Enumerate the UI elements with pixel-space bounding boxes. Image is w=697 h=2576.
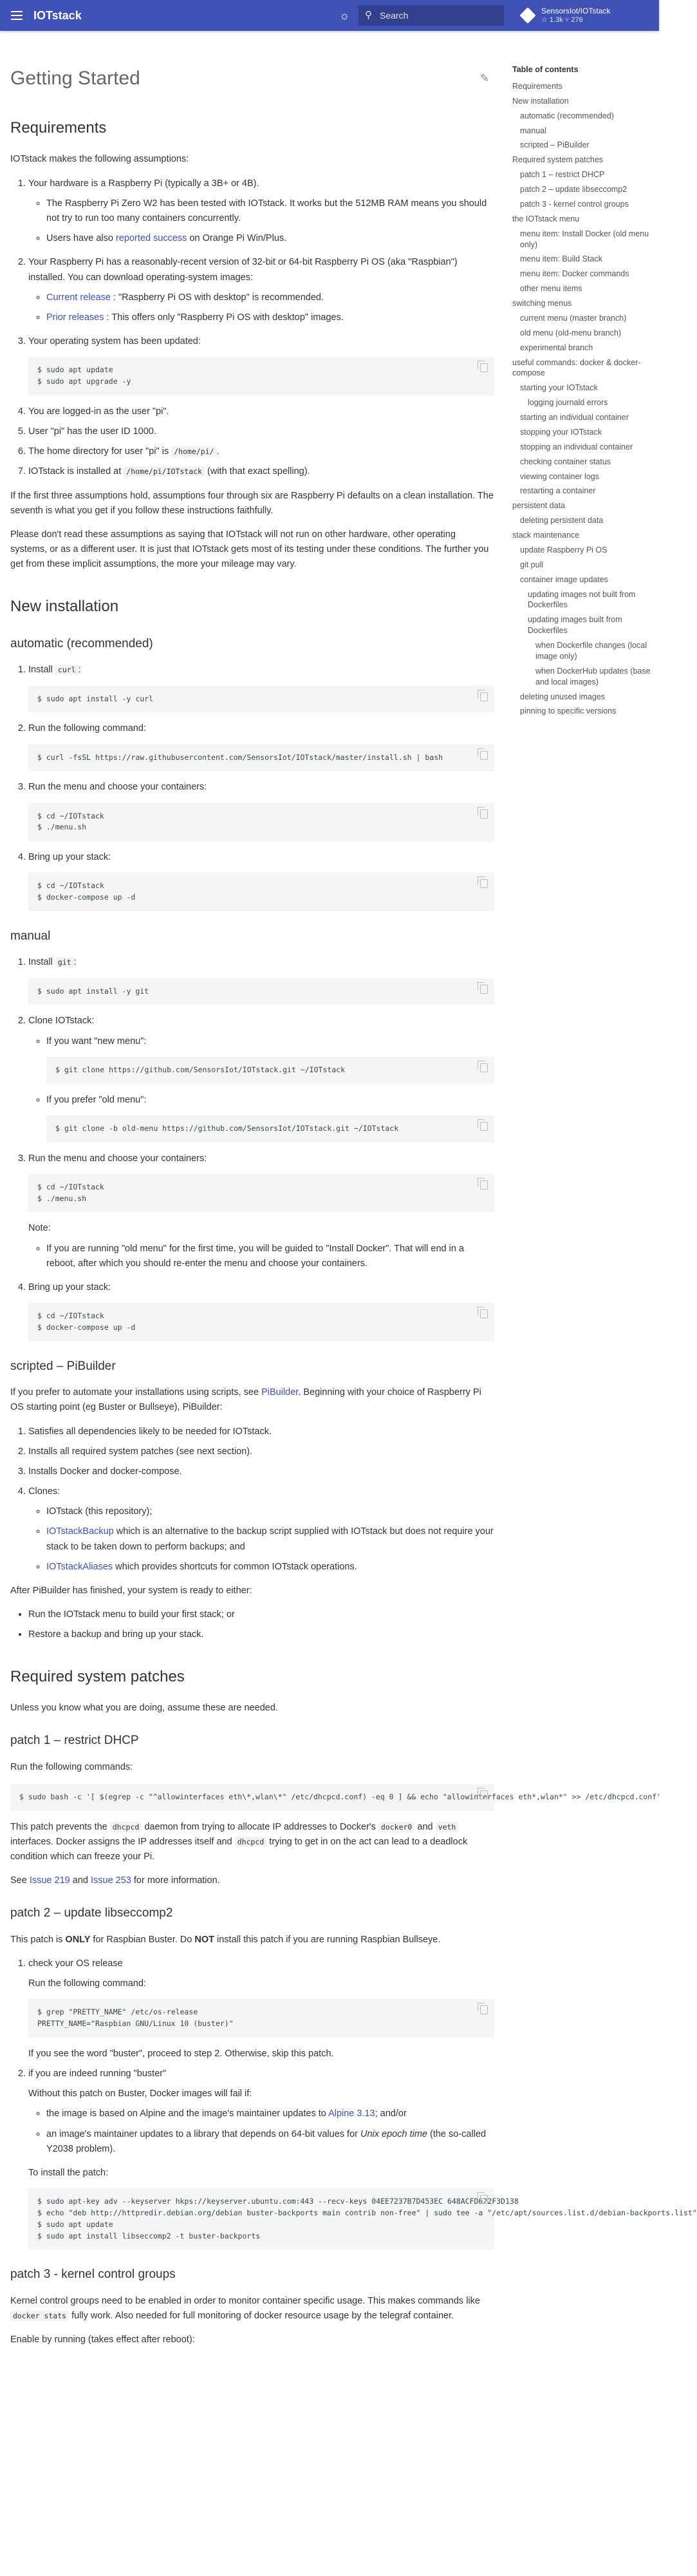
auto-steps [10,663,494,911]
toc-item[interactable]: stopping your IOTstack [520,427,602,437]
toc-item[interactable]: useful commands: docker & docker-compose [512,357,641,378]
code-block [46,1057,494,1084]
text: This patch is [10,1934,66,1945]
list-item [46,1524,494,1554]
list-item [28,955,494,1005]
step-title: 1. check your OS release [28,1958,123,1969]
theme-toggle-icon[interactable]: ☼ [339,8,350,22]
code-text: $ sudo apt install -y curl [37,694,154,703]
patch1-para [10,1820,494,1865]
code-block [28,2188,697,2249]
step-title: 2. if you are indeed running "buster" [28,2069,167,2079]
text: ◦ If you prefer "old menu": [46,1094,147,1105]
patch2-steps [10,1956,697,2250]
assumptions-list [10,176,494,480]
toc-item[interactable]: experimental branch [520,343,593,352]
toc-item[interactable]: New installation [512,96,569,106]
patch3-enable: Enable by running (takes effect after reboot): [10,2334,195,2345]
inline-code: /home/pi/ [171,446,216,457]
code-text: $ cd ~/IOTstack $ ./menu.sh [37,1182,104,1203]
search-icon: ⚲ [365,10,372,21]
page-title: Getting Started [10,68,140,89]
inline-code: git [55,957,74,967]
assumption-text: 1. Your hardware is a Raspberry Pi (typically a 3B+ or 4B). [28,178,259,189]
requirements-intro: IOTstack makes the following assumptions: [10,154,189,165]
heading-patches: Required system patches [10,1667,185,1685]
list-item: 1. Satisfies all dependencies likely to be needed for IOTstack. [28,1425,494,1439]
inline-code: docker stats [10,2311,69,2321]
heading-patch-3: patch 3 - kernel control groups [10,2268,176,2282]
copy-icon[interactable] [480,879,488,888]
patch1-intro: Run the following commands: [10,1761,133,1772]
pibuilder-link[interactable]: PiBuilder [261,1387,299,1398]
text: IOTstack is installed at [28,466,124,477]
text: : [73,957,77,968]
text: : This offers only "Raspberry Pi OS with desktop" images. [104,312,344,323]
text: install this patch if you are running Raspbian Bullseye. [214,1934,441,1945]
copy-icon[interactable] [480,1063,488,1072]
list-item: • Run the IOTstack menu to build your first stack; or [28,1607,494,1622]
inline-code: docker0 [378,1822,414,1832]
list-item [28,176,494,247]
list-item: 5. User "pi" has the user ID 1000. [28,424,494,439]
list-item [46,1034,494,1084]
heading-new-installation: New installation [10,597,119,615]
inline-code: dhcpcd [235,1837,267,1847]
text: Install [28,957,55,968]
toc-item[interactable]: old menu (old-menu branch) [520,328,622,337]
search-placeholder: Search [380,10,409,21]
toc-title: Table of contents [512,65,579,74]
inline-code: dhcpcd [110,1822,142,1832]
toc-item[interactable]: starting your IOTstack [520,383,598,393]
text: which provides shortcuts for common IOTstack operations. [113,1561,357,1572]
toc-item[interactable]: manual [520,126,546,135]
code-block [28,686,494,713]
pibuilder-after: After PiBuilder has finished, your system is ready to either: [10,1586,252,1596]
code-block [28,1999,494,2038]
text: Without this patch on Buster, Docker images will fail if: [28,2088,252,2099]
issue-219-link[interactable]: Issue 219 [29,1875,70,1886]
toc-item[interactable]: restarting a container [520,486,596,496]
requirements-para-1: If the first three assumptions hold, assumptions four through six are Raspberry Pi defaults on a clean installation. The seventh is what you get if you follow these instructions faithfully. [10,490,494,516]
code-text: $ cd ~/IOTstack $ ./menu.sh [37,811,104,832]
code-block [28,978,494,1005]
code-text: $ curl -fsSL https://raw.githubusercontent.com/SensorsIot/IOTstack/master/install.sh | bash [37,752,443,762]
list-item [28,850,494,911]
toc-item[interactable]: the IOTstack menu [512,214,580,223]
toc-item[interactable]: deleting persistent data [520,516,604,526]
toc-item[interactable]: automatic (recommended) [520,111,614,120]
toc-item[interactable]: container image updates [520,574,608,584]
list-item: 3. Installs Docker and docker-compose. [28,1464,494,1479]
code-block [28,1303,494,1341]
code-block [28,803,494,842]
list-item [28,444,494,459]
toc-list [512,79,654,719]
toc-item[interactable]: checking container status [520,457,611,466]
toc-item[interactable]: starting an individual container [520,413,629,422]
copy-icon[interactable] [480,363,488,372]
text: for more information. [131,1875,220,1886]
text: : "Raspberry Pi OS with desktop" is recommended. [110,292,324,303]
text: for Raspbian Buster. Do [90,1934,195,1945]
code-block [28,744,494,772]
copy-icon[interactable] [480,1122,488,1131]
heading-pibuilder: scripted – PiBuilder [10,1359,116,1373]
patch1-see [10,1873,494,1888]
text: This patch prevents the [10,1821,110,1832]
assumption-text: 2. Your Raspberry Pi has a reasonably-recent version of 32-bit or 64-bit Raspberry Pi OS (aka "Raspbian") installed. You can download operating-system images: [28,257,458,283]
text: which is an alternative to the backup script supplied with IOTstack but does not require your stack to be taken down to perform backups; and [46,1526,494,1552]
step-text [28,955,494,970]
list-item: • Restore a backup and bring up your stack. [28,1627,494,1642]
toc-item[interactable]: patch 1 – restrict DHCP [520,170,605,180]
copy-icon[interactable] [480,1180,488,1189]
toc-item[interactable]: switching menus [512,299,572,308]
code-text: $ sudo apt install -y git [37,986,149,996]
text: Run the following command: [28,1978,146,1989]
text: and [70,1875,91,1886]
list-item [46,1093,494,1142]
step-text: 3. Run the menu and choose your containers: [28,1153,207,1164]
toc-item[interactable]: Required system patches [512,155,604,165]
list-item [46,310,494,325]
text: 4. Clones: [28,1486,60,1497]
prior-releases-link[interactable]: Prior releases [46,312,104,323]
code-text: $ sudo apt update $ sudo apt upgrade -y [37,365,131,386]
text: (the so-called Y2038 problem). [46,2128,487,2154]
text: trying to get in on the act can lead to a deadlock condition which can freeze your Pi. [10,1836,468,1862]
patch2-intro [10,1933,494,1947]
copy-icon[interactable] [480,692,488,701]
iotstackbackup-link[interactable]: IOTstackBackup [46,1526,114,1537]
heading-patch-2: patch 2 – update libseccomp2 [10,1906,173,1920]
toc-item[interactable]: stopping an individual container [520,442,633,451]
list-item [46,231,494,246]
text: the image is based on Alpine and the image's maintainer updates to [46,2108,329,2119]
text: If you prefer to automate your installations using scripts, see [10,1387,262,1398]
list-item [28,334,494,395]
text: interfaces. Docker assigns the IP addresses itself and [10,1836,235,1847]
toc-item[interactable]: deleting unused images [520,692,606,701]
code-text: $ sudo apt-key adv --keyserver hkps://keyserver.ubuntu.com:443 --recv-keys 04EE7237B7D453EC 648ACFD622F3D138 $ echo "deb http://httpredir.debian.org/debian buster-backports main contrib non-free" | sudo tee -a "/etc/apt/sources.list.d/debian-backports.list" $ sudo apt update $ sudo apt install libseccomp2 -t buster-backports [37,2197,697,2240]
text: (with that exact spelling). [204,466,310,477]
heading-automatic: automatic (recommended) [10,636,153,650]
top-header [0,0,659,31]
text: To install the patch: [28,2168,109,2178]
code-block [46,1115,494,1142]
toc-item[interactable]: viewing container logs [520,471,599,481]
list-item: ◦ The Raspberry Pi Zero W2 has been tested with IOTstack. It works but the 512MB RAM means you should not try to run too many containers concurrently. [46,196,494,226]
pibuilder-list [10,1425,494,1575]
toc-item[interactable]: patch 2 – update libseccomp2 [520,185,627,194]
alpine-link[interactable]: Alpine 3.13 [328,2108,375,2119]
list-item [28,721,494,771]
text: . Beginning with your choice of Raspberry Pi OS starting point (eg Buster or Bullseye), PiBuilder: [10,1387,481,1413]
code-text: $ cd ~/IOTstack $ docker-compose up -d [37,881,136,902]
edit-icon[interactable]: ✎ [479,72,489,85]
repo-icon [519,7,535,23]
copy-icon[interactable] [480,2195,488,2204]
text: and [414,1821,436,1832]
pibuilder-after-list [10,1607,494,1642]
emphasis: NOT [194,1934,214,1945]
patches-intro: Unless you know what you are doing, assume these are needed. [10,1702,278,1713]
list-item [28,464,494,479]
list-item: ◦ If you are running "old menu" for the first time, you will be guided to "Install Docker". That will end in a reboot, after which you should re-enter the menu and choose your containers. [46,1242,494,1271]
copy-icon[interactable] [480,2005,488,2014]
step-text: 2. Run the following command: [28,723,146,734]
toc-item[interactable]: stack maintenance [512,531,580,540]
assumption-text: 3. Your operating system has been updated: [28,336,201,347]
step-text [28,663,494,677]
toc-item[interactable]: other menu items [520,284,582,294]
list-item [46,290,494,305]
inline-code: veth [436,1822,459,1832]
text: ; and/or [375,2108,407,2119]
toc-item[interactable]: Requirements [512,81,562,91]
text: fully work. Also needed for full monitoring of docker resource usage by the telegraf container. [69,2311,454,2322]
toc-item[interactable]: update Raspberry Pi OS [520,545,608,554]
menu-icon[interactable] [9,8,24,23]
toc-item[interactable]: scripted – PiBuilder [520,140,590,150]
step-text: 2. Clone IOTstack: [28,1016,95,1027]
list-item: 2. Installs all required system patches (see next section). [28,1444,494,1459]
copy-icon[interactable] [480,1790,488,1799]
list-item [46,1560,494,1575]
requirements-para-2: Please don't read these assumptions as saying that IOTstack will not run on other hardware, other operating systems, or as a different user. It is just that IOTstack gets most of its testing under these conditions. The further you get from these implicit assumptions, the more your mileage may vary. [10,529,489,570]
inline-code: curl [55,665,79,675]
text: . [216,446,219,457]
heading-patch-1: patch 1 – restrict DHCP [10,1734,139,1748]
list-item [28,780,494,841]
code-block [28,1174,494,1213]
search-input[interactable] [358,5,504,26]
toc-item[interactable]: menu item: Docker commands [520,269,629,279]
toc-item[interactable]: git pull [520,560,544,569]
list-item [28,1151,494,1271]
text: on Orange Pi Win/Plus. [187,233,287,244]
text: Users have also [46,233,116,244]
list-item [28,1956,494,2061]
toc-item[interactable]: current menu (master branch) [520,313,627,323]
toc-item[interactable]: when Dockerfile changes (local image only) [535,641,647,661]
toc-item[interactable]: persistent data [512,501,565,511]
text: : [78,665,81,676]
toc-item[interactable]: patch 3 - kernel control groups [520,199,629,209]
list-item [46,2127,494,2157]
toc-item[interactable]: updating images not built from Dockerfiles [528,589,636,610]
pibuilder-intro [10,1385,494,1415]
copy-icon[interactable] [480,810,488,819]
emphasis: Unix epoch time [360,2128,427,2139]
table-of-contents [512,64,654,719]
text: Install [28,665,55,676]
site-title[interactable]: IOTstack [33,8,82,22]
list-item [28,2067,697,2249]
text: The home directory for user "pi" is [28,446,172,457]
code-text: $ grep "PRETTY_NAME" /etc/os-release PRETTY_NAME="Raspbian GNU/Linux 10 (buster)" [37,2007,234,2029]
issue-253-link[interactable]: Issue 253 [90,1875,131,1886]
text: daemon from trying to allocate IP addresses to Docker's [142,1821,378,1832]
list-item [28,255,494,325]
list-item [28,663,494,712]
code-text: $ git clone -b old-menu https://github.com/SensorsIot/IOTstack.git ~/IOTstack [55,1123,399,1133]
list-item [46,2107,494,2121]
current-release-link[interactable]: Current release [46,292,111,303]
toc-item[interactable]: updating images built from Dockerfiles [528,615,622,636]
emphasis: ONLY [65,1934,91,1945]
step-text: 4. Bring up your stack: [28,852,111,863]
code-block [28,873,494,911]
repo-name: SensorsIot/IOTstack [541,6,611,15]
list-item [28,1484,494,1575]
toc-item[interactable]: menu item: Install Docker (old menu only) [520,229,649,249]
copy-icon[interactable] [480,1309,488,1318]
step-text: 3. Run the menu and choose your containers: [28,782,207,793]
toc-item[interactable]: pinning to specific versions [520,706,617,716]
reported-success-link[interactable]: reported success [116,233,187,244]
text: If you see the word "buster", proceed to step 2. Otherwise, skip this patch. [28,2048,334,2059]
toc-item[interactable]: menu item: Build Stack [520,254,602,264]
copy-icon[interactable] [480,751,488,760]
list-item: ◦ IOTstack (this repository); [46,1504,494,1519]
toc-item[interactable]: when DockerHub updates (base and local images) [535,666,651,687]
manual-steps [10,955,494,1341]
patch3-para [10,2294,494,2324]
heading-manual: manual [10,929,51,943]
page-title-row [10,63,494,94]
copy-icon[interactable] [480,985,488,994]
list-item [28,1014,494,1142]
repo-link[interactable] [522,6,610,25]
code-text: $ git clone https://github.com/SensorsIot/IOTstack.git ~/IOTstack [55,1065,346,1074]
text: an image's maintainer updates to a library that depends on 64-bit values for [46,2128,361,2139]
text: ◦ If you want "new menu": [46,1036,147,1046]
code-text: $ sudo bash -c '[ $(egrep -c "^allowinterfaces eth\*,wlan\*" /etc/dhcpcd.conf) -eq 0 ] && echo "allowinterfaces eth*,wlan*" >> /etc/dhcpcd.conf' [19,1792,661,1801]
code-block [10,1784,661,1811]
text: See [10,1875,30,1886]
step-text: 4. Bring up your stack: [28,1282,111,1293]
list-item: 4. You are logged-in as the user "pi". [28,404,494,419]
inline-code: /home/pi/IOTstack [124,466,205,477]
text: Kernel control groups need to be enabled in order to monitor container specific usage. This makes commands like [10,2295,480,2306]
code-text: $ cd ~/IOTstack $ docker-compose up -d [37,1311,136,1332]
heading-requirements: Requirements [10,119,107,137]
iotstackaliases-link[interactable]: IOTstackAliases [46,1561,113,1572]
toc-item[interactable]: logging journald errors [528,398,608,408]
code-block [28,357,494,395]
list-item [28,1280,494,1341]
note-label: Note: [28,1223,51,1234]
repo-stats: ☆ 1.3k ⑂ 276 [541,15,583,24]
